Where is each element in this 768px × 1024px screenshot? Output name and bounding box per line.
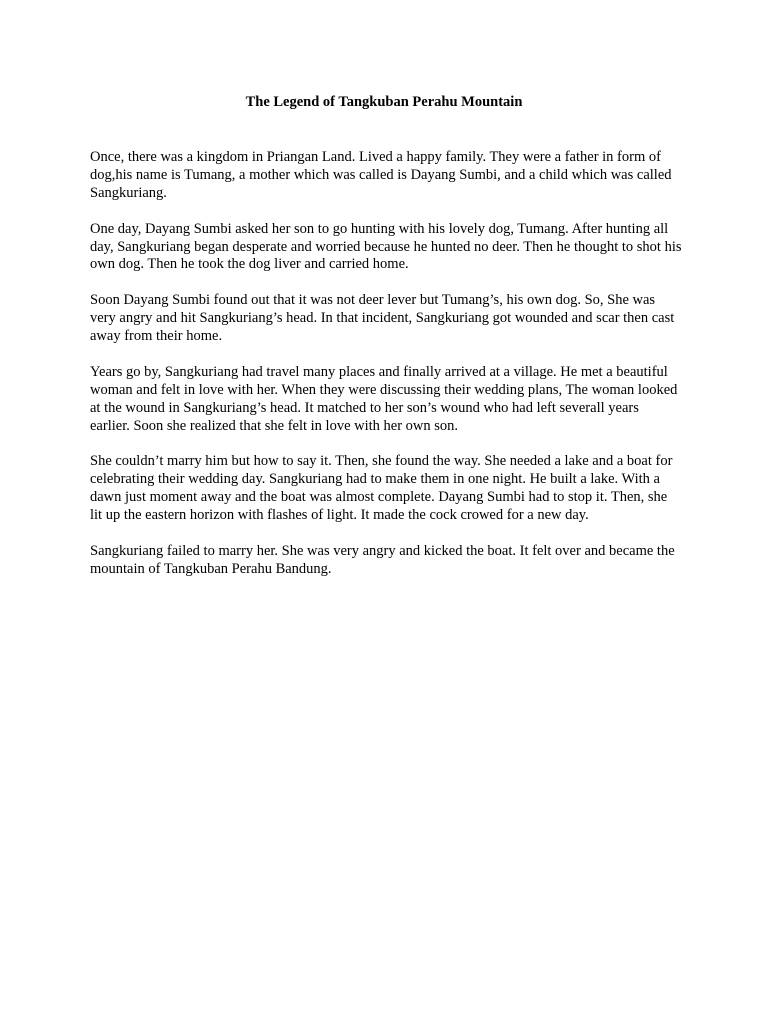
document-title: The Legend of Tangkuban Perahu Mountain	[245, 94, 523, 110]
paragraph-2: One day, Dayang Sumbi asked her son to go hunting with his lovely dog, Tumang. After hunting all day, Sangkuriang began desperate and worried because he hunted no deer. Then he thought to shot his own dog. Then he took the dog liver and carried home.	[90, 220, 682, 273]
paragraph-1: Once, there was a kingdom in Priangan Land. Lived a happy family. They were a father in form of dog,his name is Tumang, a mother which was called is Dayang Sumbi, and a child which was called Sangkuriang.	[90, 149, 672, 201]
paragraph-6: Sangkuriang failed to marry her. She was very angry and kicked the boat. It felt over and became the mountain of Tangkuban Perahu Bandung.	[90, 542, 675, 577]
paragraph-4: Years go by, Sangkuriang had travel many places and finally arrived at a village. He met a beautiful woman and felt in love with her. When they were discussing their wedding plans, The woman looked at the wound in Sangkuriang’s head. It matched to her son’s wound who had left severall years earlier. Soon she realized that she felt in love with her own son.	[90, 363, 678, 434]
paragraph-5: She couldn’t marry him but how to say it. Then, she found the way. She needed a lake and a boat for celebrating their wedding day. Sangkuriang had to make them in one night. He built a lake. With a dawn just moment away and the boat was almost complete. Dayang Sumbi had to stop it. Then, she lit up the eastern horizon with flashes of light. It made the cock crowed for a new day.	[90, 453, 673, 524]
paragraph-3: Soon Dayang Sumbi found out that it was not deer lever but Tumang’s, his own dog. So, She was very angry and hit Sangkuriang’s head. In that incident, Sangkuriang got wounded and scar then cast away from their home.	[90, 292, 675, 345]
document-body	[90, 149, 682, 597]
